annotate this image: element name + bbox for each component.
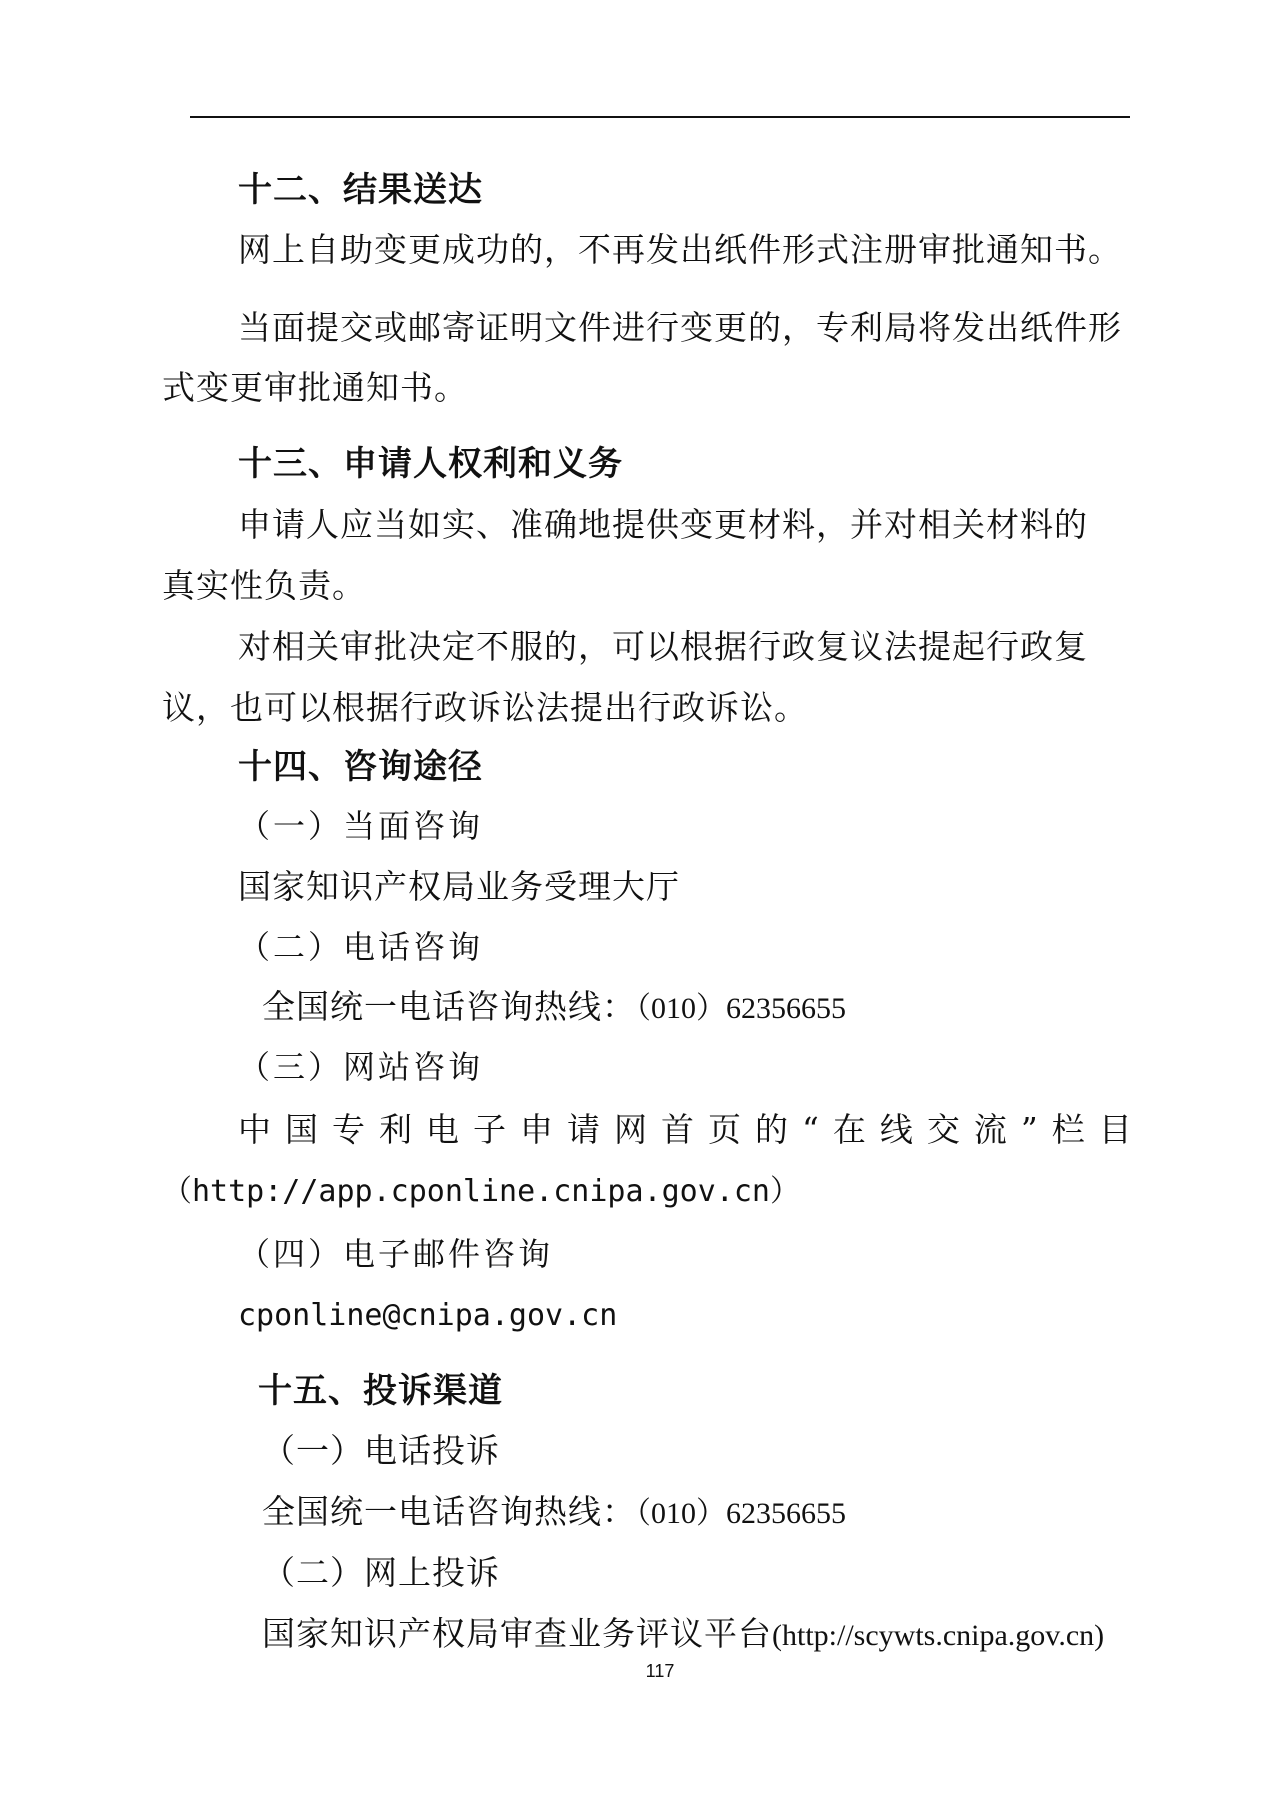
website-url-link[interactable]: （http://app.cponline.cnipa.gov.cn）: [162, 1174, 800, 1209]
platform-url-link[interactable]: (http://scywts.cnipa.gov.cn): [772, 1619, 1105, 1652]
section-15-platform-line: [262, 1612, 1104, 1658]
phone-label: 全国统一电话咨询热线：: [262, 987, 636, 1026]
page-number: 117: [645, 1661, 675, 1681]
section-12-paragraph-2-line-1: 当面提交或邮寄证明文件进行变更的，专利局将发出纸件形: [238, 308, 1122, 347]
section-15-sub-2: （二）网上投诉: [262, 1553, 500, 1592]
section-14-sub-1: （一）当面咨询: [238, 807, 484, 845]
section-14-sub-3-text: 中国专利电子申请网首页的“在线交流”栏目: [238, 1110, 1146, 1149]
complaint-phone-number: （010）62356655: [636, 1497, 846, 1530]
section-15-sub-1: （一）电话投诉: [262, 1431, 500, 1470]
section-12-paragraph-2-line-2: 式变更审批通知书。: [162, 368, 468, 407]
section-14-heading: 十四、咨询途径: [238, 747, 483, 787]
section-14-sub-2: （二）电话咨询: [238, 928, 484, 966]
section-12-paragraph-1: 网上自助变更成功的，不再发出纸件形式注册审批通知书。: [238, 230, 1122, 269]
section-15-phone-line: [262, 1490, 846, 1536]
header-rule: [190, 116, 1130, 118]
section-13-paragraph-2-line-2: 议，也可以根据行政诉讼法提出行政诉讼。: [162, 688, 808, 727]
section-15-heading: 十五、投诉渠道: [258, 1371, 503, 1411]
section-14-sub-3: （三）网站咨询: [238, 1048, 484, 1086]
phone-number: （010）62356655: [636, 992, 846, 1025]
section-14-phone-line: [262, 985, 846, 1031]
section-13-paragraph-2-line-1: 对相关审批决定不服的，可以根据行政复议法提起行政复: [238, 627, 1088, 666]
section-13-paragraph-1-line-1: 申请人应当如实、准确地提供变更材料，并对相关材料的: [238, 505, 1088, 544]
section-13-heading: 十三、申请人权利和义务: [238, 444, 623, 484]
complaint-phone-label: 全国统一电话咨询热线：: [262, 1492, 636, 1531]
section-14-sub-1-text: 国家知识产权局业务受理大厅: [238, 867, 680, 906]
email-link[interactable]: cponline@cnipa.gov.cn: [238, 1298, 618, 1333]
section-14-sub-4: （四）电子邮件咨询: [238, 1235, 554, 1273]
section-12-heading: 十二、结果送达: [238, 170, 483, 210]
section-13-paragraph-1-line-2: 真实性负责。: [162, 566, 366, 605]
platform-name: 国家知识产权局审查业务评议平台: [262, 1614, 772, 1653]
